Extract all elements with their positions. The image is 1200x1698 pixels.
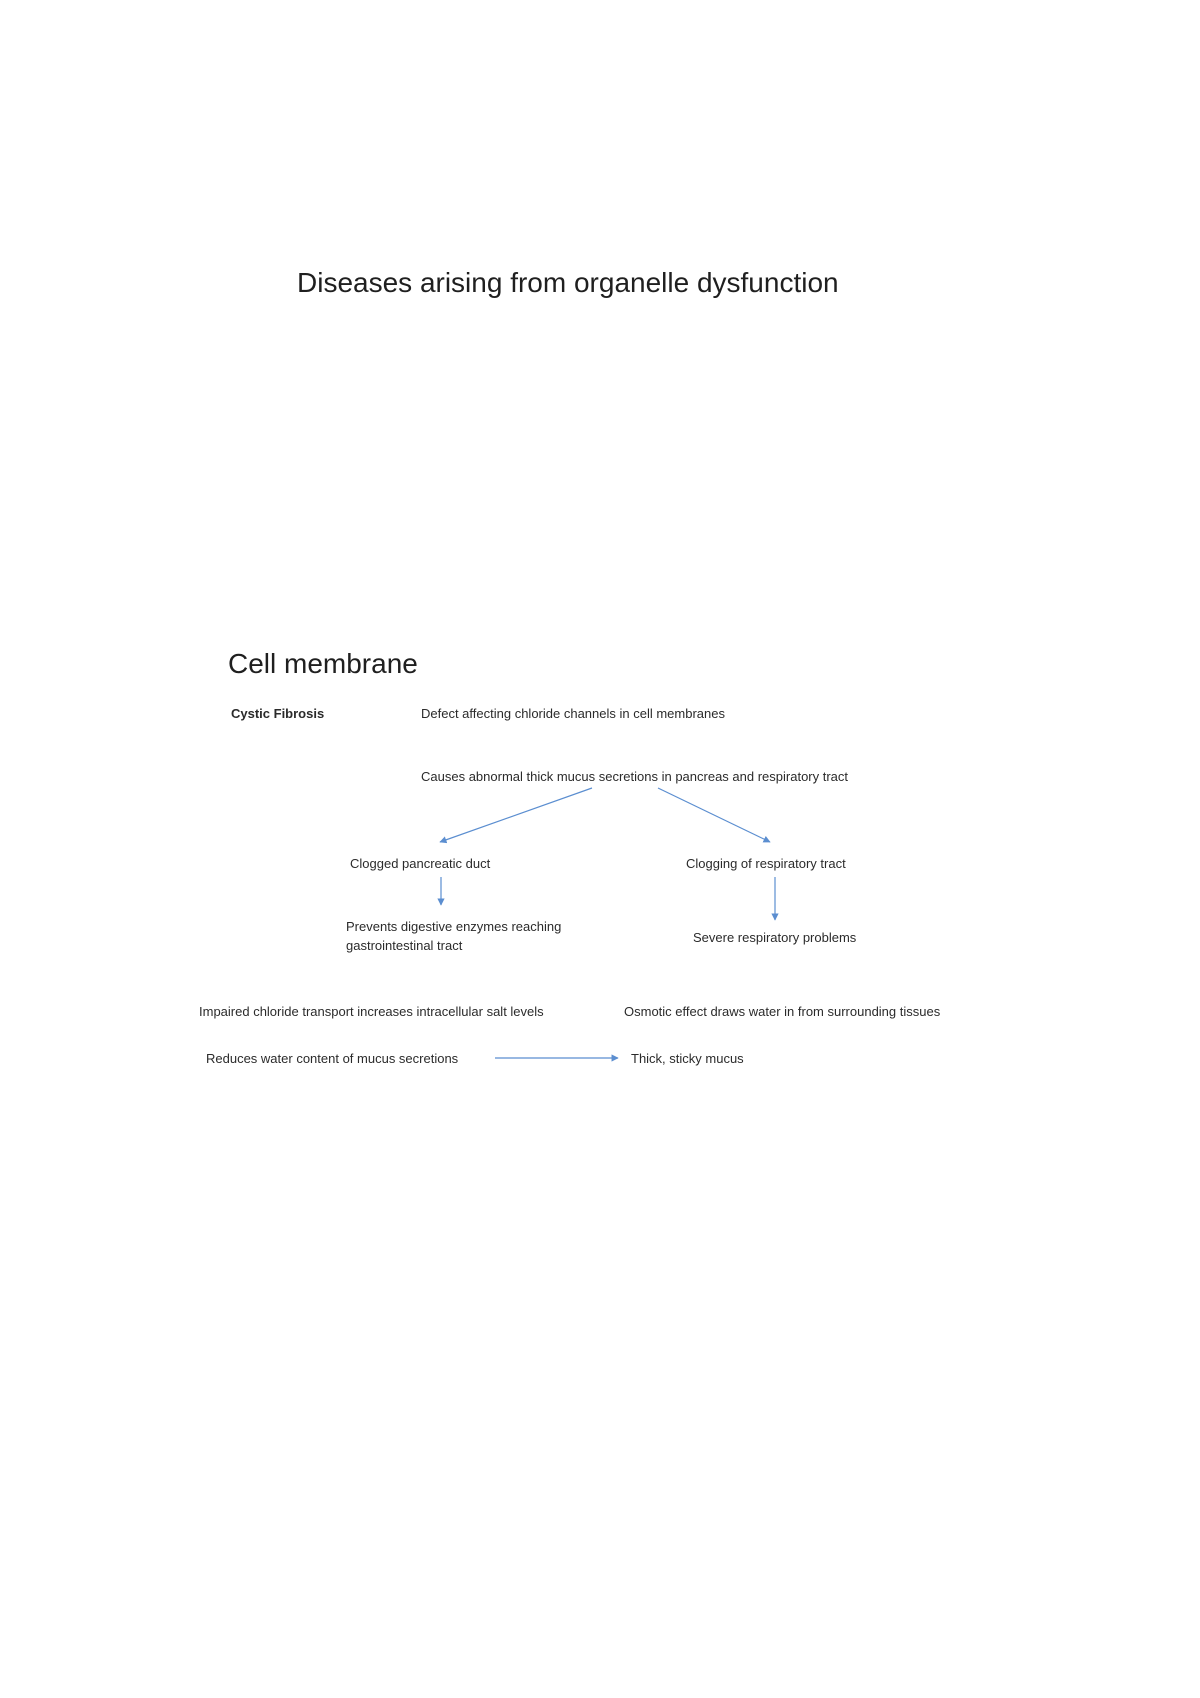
right-consequence-text: Severe respiratory problems bbox=[693, 930, 857, 945]
disease-name: Cystic Fibrosis bbox=[231, 706, 325, 721]
mechanism-result: Thick, sticky mucus bbox=[631, 1051, 744, 1066]
mechanism-step-1: Impaired chloride transport increases intracellular salt levels bbox=[199, 1004, 544, 1019]
arrow-cause-to-left bbox=[440, 788, 592, 842]
arrow-cause-to-right bbox=[658, 788, 770, 842]
section-heading: Cell membrane bbox=[228, 648, 418, 679]
mechanism-step-2: Osmotic effect draws water in from surrounding tissues bbox=[624, 1004, 941, 1019]
left-effect-text: Clogged pancreatic duct bbox=[350, 856, 491, 871]
right-effect-text: Clogging of respiratory tract bbox=[686, 856, 846, 871]
left-consequence-text: Prevents digestive enzymes reaching gastrointestinal tract bbox=[346, 919, 562, 953]
page-title: Diseases arising from organelle dysfunction bbox=[297, 267, 839, 298]
cause-text: Causes abnormal thick mucus secretions in pancreas and respiratory tract bbox=[421, 769, 849, 784]
mechanism-step-3: Reduces water content of mucus secretions bbox=[206, 1051, 459, 1066]
defect-text: Defect affecting chloride channels in cell membranes bbox=[421, 706, 725, 721]
